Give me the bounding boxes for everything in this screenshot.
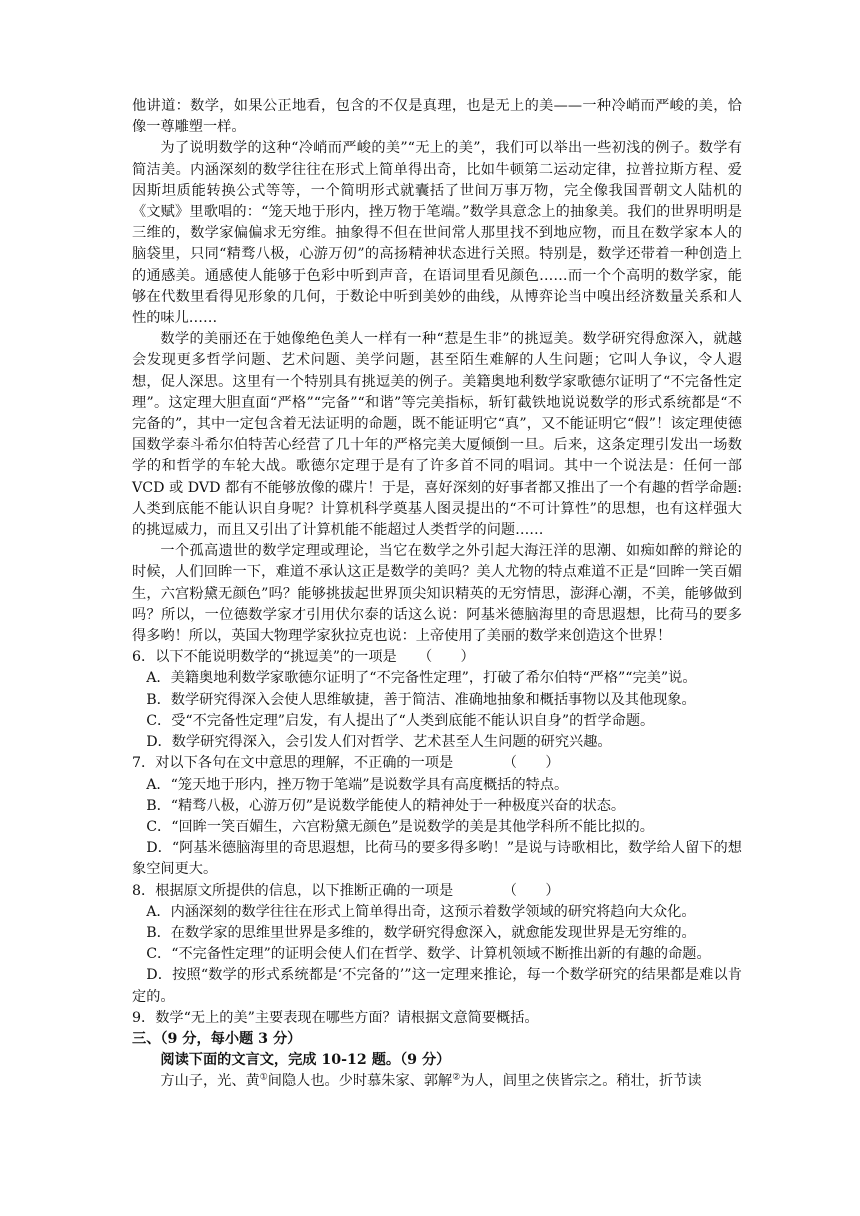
classical-passage — [132, 1071, 742, 1092]
exam-page — [132, 96, 742, 1093]
question-8-option-a: A．内涵深刻的数学往往在形式上简单得出奇，这预示着数学领域的研究将趋向大众化。 — [146, 903, 696, 920]
question-7-option-a: A．“笼天地于形内，挫万物于笔端”是说数学具有高度概括的特点。 — [146, 776, 569, 793]
question-6-option-d: D．数学研究得深入，会引发人们对哲学、艺术甚至人生问题的研究兴趣。 — [146, 734, 612, 751]
classical-passage-end: 为人，闾里之侠皆宗之。稍壮，折节读 — [460, 1073, 702, 1090]
question-7-option-b: B．“精骛八极，心游万仞”是说数学能使人的精神处于一种极度兴奋的状态。 — [146, 797, 626, 814]
passage-paragraph-4: 一个孤高遗世的数学定理或理论，当它在数学之外引起大海汪洋的思潮、如痴如醉的辩论的时候，人们回眸一下，难道不承认这正是数学的美吗？美人尤物的特点难道不正是“回眸一笑百媚生，六宫粉黛无颜色”吗？能够挑拔起世界顶尖知识精英的无穷情思，澎湃心潮，不美，能够做到吗？所以，一位德数学家才引用伏尔泰的话这么说：阿基米德脑海里的奇思遐想，比荷马的要多得多哟！所以，英国大物理学家狄拉克也说：上帝使用了美丽的数学来创造这个世界！ — [132, 543, 742, 645]
classical-passage-mid: 间隐人也。少时慕朱家、郭解 — [267, 1073, 453, 1090]
footnote-marker-2: ② — [452, 1072, 461, 1083]
question-6-stem: 6．以下不能说明数学的“挑逗美”的一项是 （ ） — [132, 649, 475, 666]
question-8-option-d: D．按照“数学的形式系统都是‘不完备的’”这一定理来推论，每一个数学研究的结果都是难以肯定的。 — [132, 967, 742, 1005]
question-7-option-c: C．“回眸一笑百媚生，六宫粉黛无颜色”是说数学的美是其他学科所不能比拟的。 — [146, 818, 654, 835]
question-9-stem: 9．数学“无上的美”主要表现在哪些方面？请根据文意简要概括。 — [132, 1009, 539, 1026]
section-3-instruction: 阅读下面的文言文，完成 10-12 题。（9 分） — [160, 1052, 451, 1069]
question-7-option-d: D．“阿基米德脑海里的奇思遐想，比荷马的要多得多哟！”是说与诗歌相比，数学给人留下的想象空间更大。 — [132, 840, 742, 878]
passage-paragraph-3: 数学的美丽还在于她像绝色美人一样有一种“惹是生非”的挑逗美。数学研究得愈深入，就越会发现更多哲学问题、艺术问题、美学问题，甚至陌生难解的人生问题；它叫人争议，令人遐想，促人深思。这里有一个特别具有挑逗美的例子。美籍奥地利数学家歌德尔证明了“不完备性定理”。这定理大胆直面“严格”“完备”“和谐”等完美指标，斩钉截铁地说说数学的形式系统都是“不完备的”，其中一定包含着无法证明的命题，既不能证明它“真”，又不能证明它“假”！该定理使德国数学泰斗希尔伯特苦心经营了几十年的严格完美大厦倾倒一旦。后来，这条定理引发出一场数学的和哲学的车轮大战。歌德尔定理于是有了许多首不同的唱词。其中一个说法是：任何一部 VCD 或 DVD 都有不能够放像的碟片！于是，喜好深刻的好事者都又推出了一个有趣的哲学命题:人类到底能不能认识自身呢？计算机科学奠基人图灵提出的“不可计算性”的思想，也有这样强大的挑逗威力，而且又引出了计算机能不能超过人类哲学的问题…… — [132, 331, 742, 539]
footnote-marker-1: ① — [259, 1072, 268, 1083]
question-7-stem: 7．对以下各句在文中意思的理解，不正确的一项是 （ ） — [132, 755, 560, 772]
classical-passage-start: 方山子，光、黄 — [160, 1073, 260, 1090]
question-6-option-a: A．美籍奥地利数学家歌德尔证明了“不完备性定理”，打破了希尔伯特“严格”“完美”说。 — [146, 670, 697, 687]
question-8-stem: 8．根据原文所提供的信息，以下推断正确的一项是 （ ） — [132, 882, 560, 899]
question-8-option-b: B．在数学家的思维里世界是多维的，数学研究得愈深入，就愈能发现世界是无穷维的。 — [146, 924, 696, 941]
question-8-option-c: C．“不完备性定理”的证明会使人们在哲学、数学、计算机领域不断推出新的有趣的命题。 — [146, 946, 711, 963]
passage-paragraph-2: 为了说明数学的这种“冷峭而严峻的美”“无上的美”，我们可以举出一些初浅的例子。数学有简洁美。内涵深刻的数学往往在形式上简单得出奇，比如牛顿第二运动定律，拉普拉斯方程、爱因斯坦质能转换公式等等，一个简明形式就囊括了世间万事万物，完全像我国晋朝文人陆机的《文赋》里歌唱的：“笼天地于形内，挫万物于笔端。”数学具意念上的抽象美。我们的世界明明是三维的，数学家偏偏求无穷维。抽象得不但在世间常人那里找不到地应物，而且在数学家本人的脑袋里，只同“精骛八极，心游万仞”的高扬精神状态进行关照。特别是，数学还带着一种创造上的通感美。通感使人能够于色彩中听到声音，在语词里看见颜色……而一个个高明的数学家，能够在代数里看得见形象的几何，于数论中听到美妙的曲线，从博弈论当中嗅出经济数量关系和人性的味儿…… — [132, 140, 742, 327]
passage-paragraph-1: 他讲道：数学，如果公正地看，包含的不仅是真理，也是无上的美——一种冷峭而严峻的美，恰像一尊雕塑一样。 — [132, 98, 742, 136]
question-6-option-c: C．受“不完备性定理”启发，有人提出了“人类到底能不能认识自身”的哲学命题。 — [146, 712, 655, 729]
section-3-heading: 三、（9 分，每小题 3 分） — [132, 1030, 302, 1047]
question-6-option-b: B．数学研究得深入会使人思维敏捷，善于简洁、准确地抽象和概括事物以及其他现象。 — [146, 691, 696, 708]
